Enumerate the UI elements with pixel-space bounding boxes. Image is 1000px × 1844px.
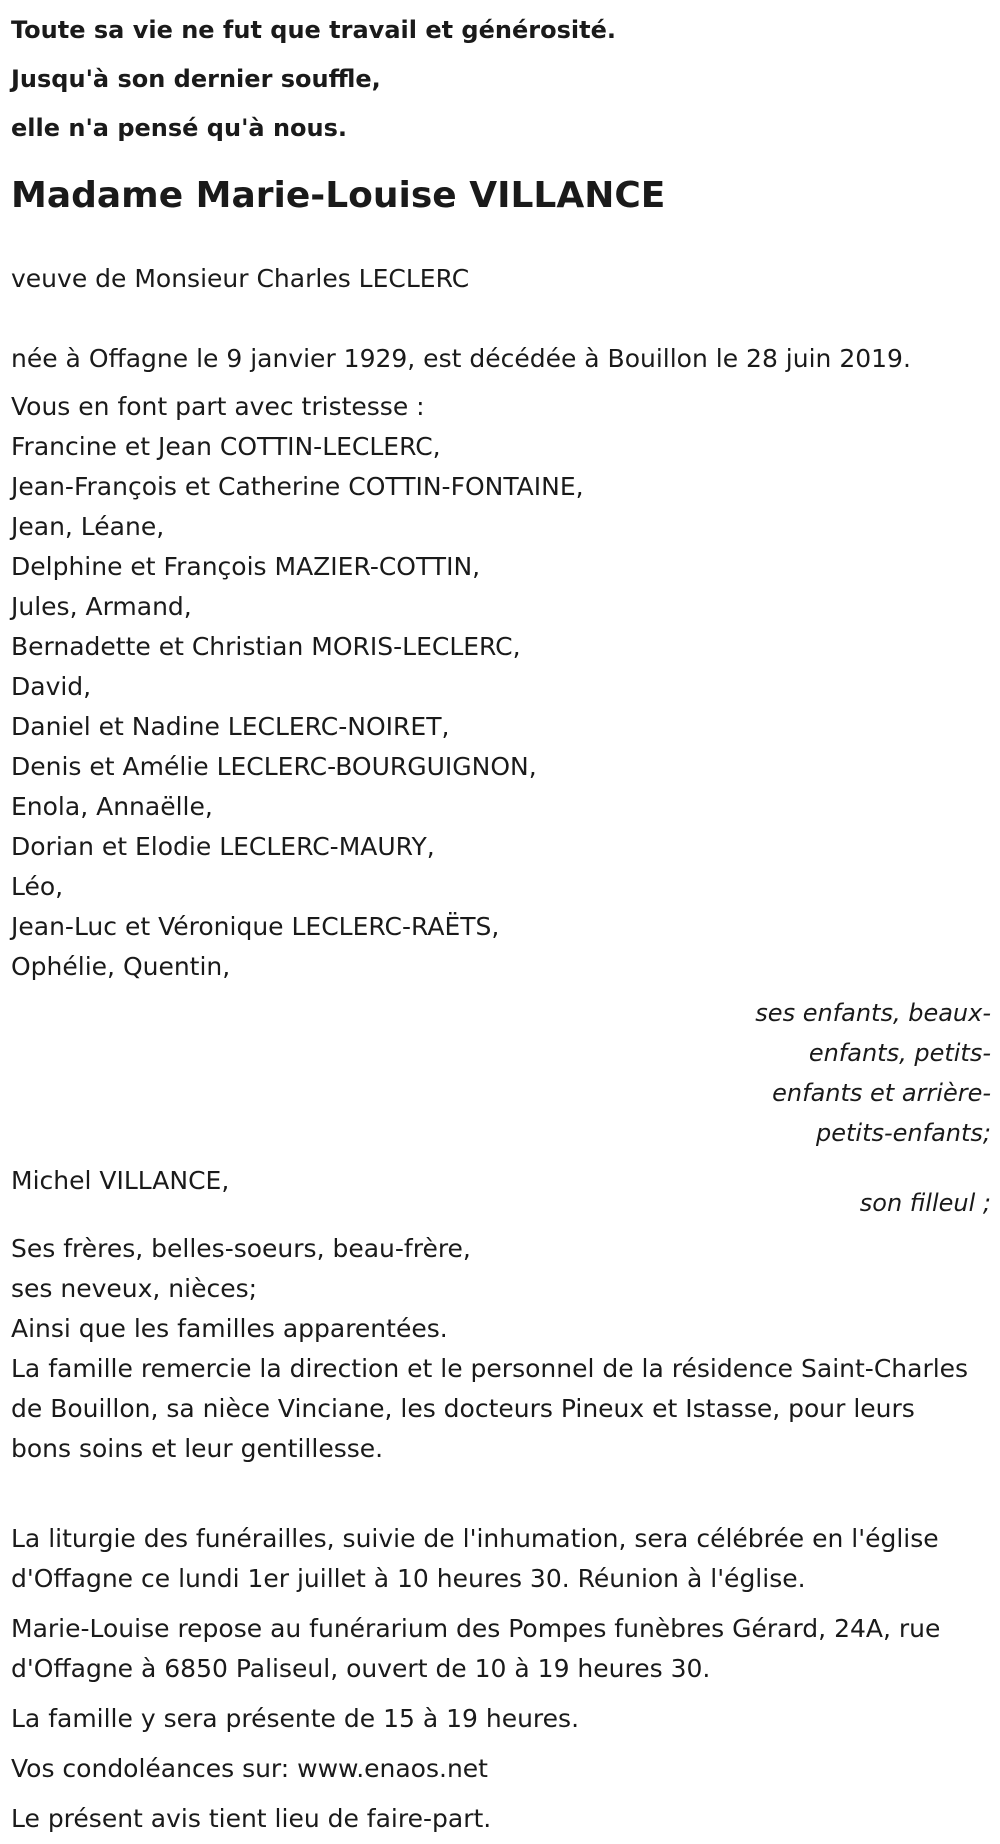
family-member: Delphine et François MAZIER-COTTIN,	[11, 552, 481, 581]
family-member: Ophélie, Quentin,	[11, 952, 231, 981]
epitaph-line: Jusqu'à son dernier souffle,	[11, 65, 381, 93]
funeral-liturgy-paragraph: La liturgie des funérailles, suivie de l'inhumation, sera célébrée en l'église d'Offagne ce lundi 1er juillet à 10 heures 30. Réunion à l'église.	[11, 1524, 939, 1593]
epitaph-line: elle n'a pensé qu'à nous.	[11, 114, 348, 142]
epitaph-line: Toute sa vie ne fut que travail et générosité.	[11, 16, 616, 44]
thanks-paragraph: La famille remercie la direction et le personnel de la résidence Saint-Charles de Bouillon, sa nièce Vinciane, les docteurs Pineux et Istasse, pour leurs bons soins et leur gentillesse.	[11, 1354, 969, 1463]
family-member: Jules, Armand,	[11, 592, 192, 621]
epitaph	[11, 0, 991, 153]
family-member: Jean-Luc et Véronique LECLERC-RAËTS,	[11, 912, 500, 941]
family-member: Jean, Léane,	[11, 512, 165, 541]
deceased-name: Madame Marie-Louise VILLANCE	[11, 175, 666, 216]
family-member: Daniel et Nadine LECLERC-NOIRET,	[11, 712, 450, 741]
other-relatives-line: Ses frères, belles-soeurs, beau-frère,	[11, 1234, 471, 1263]
godson-relation-label: son filleul ;	[859, 1189, 991, 1217]
other-relatives-line: ses neveux, nièces;	[11, 1274, 258, 1303]
family-member: Francine et Jean COTTIN-LECLERC,	[11, 432, 441, 461]
condolences-line: Vos condoléances sur: www.enaos.net	[11, 1754, 488, 1783]
children-relation-label: ses enfants, beaux-enfants, petits-enfants et arrière-petits-enfants;	[755, 999, 991, 1147]
birth-death-line: née à Offagne le 9 janvier 1929, est décédée à Bouillon le 28 juin 2019.	[11, 344, 911, 373]
announce-intro: Vous en font part avec tristesse :	[11, 392, 425, 421]
family-member: David,	[11, 672, 92, 701]
family-member: Jean-François et Catherine COTTIN-FONTAINE,	[11, 472, 584, 501]
obituary-notice	[11, 0, 991, 1839]
family-member: Léo,	[11, 872, 64, 901]
rest-place-paragraph: Marie-Louise repose au funérarium des Pompes funèbres Gérard, 24A, rue d'Offagne à 6850 Paliseul, ouvert de 10 à 19 heures 30.	[11, 1614, 941, 1683]
family-presence-line: La famille y sera présente de 15 à 19 heures.	[11, 1704, 580, 1733]
godson-name: Michel VILLANCE,	[11, 1166, 230, 1195]
family-member: Bernadette et Christian MORIS-LECLERC,	[11, 632, 521, 661]
family-member: Denis et Amélie LECLERC-BOURGUIGNON,	[11, 752, 537, 781]
other-relatives-line: Ainsi que les familles apparentées.	[11, 1314, 448, 1343]
notice-line: Le présent avis tient lieu de faire-part.	[11, 1804, 492, 1833]
godson-row	[11, 1161, 991, 1217]
family-member: Dorian et Elodie LECLERC-MAURY,	[11, 832, 435, 861]
widow-of-line: veuve de Monsieur Charles LECLERC	[11, 264, 470, 293]
family-member: Enola, Annaëlle,	[11, 792, 213, 821]
other-relatives	[11, 1229, 991, 1349]
family-list	[11, 427, 991, 987]
